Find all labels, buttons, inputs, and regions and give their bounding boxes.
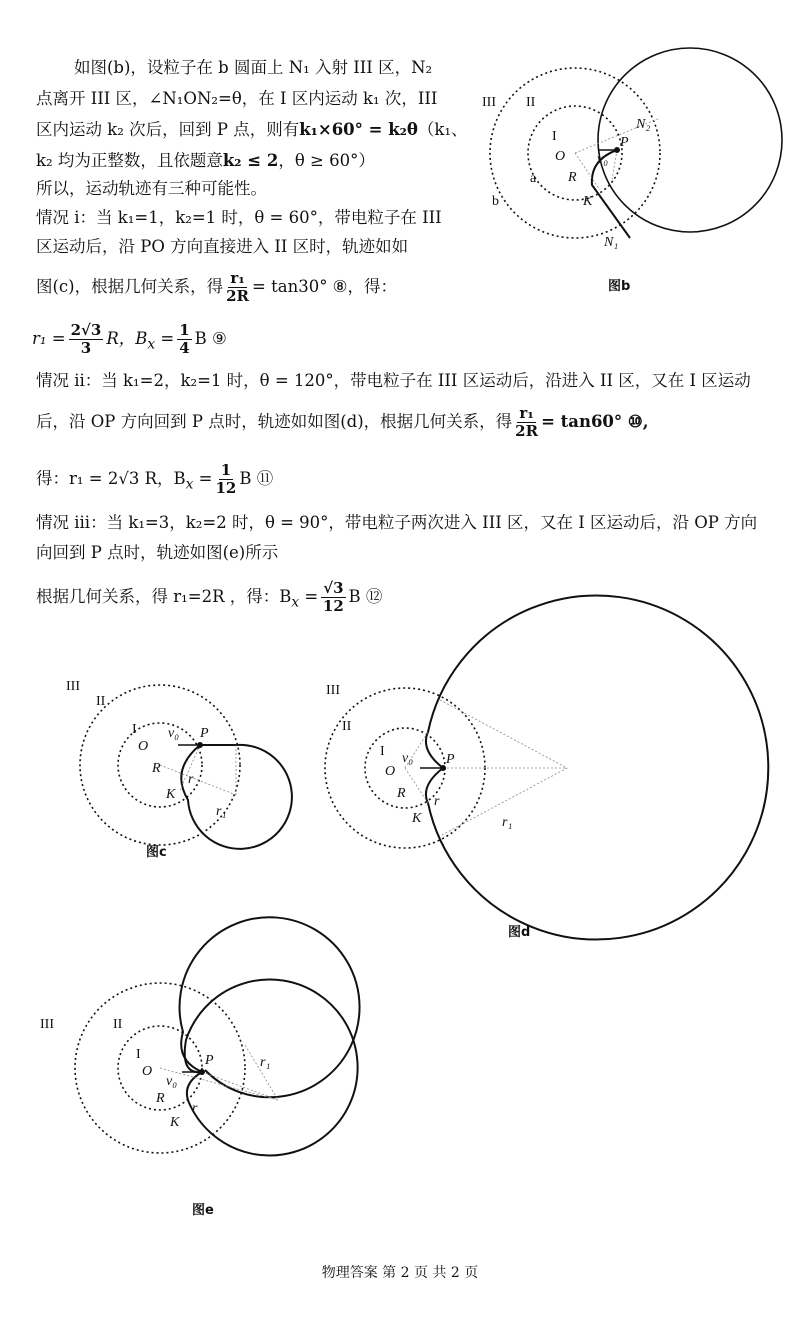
label: I	[380, 744, 385, 759]
label: r	[188, 772, 194, 787]
denominator: 12	[322, 597, 344, 615]
denominator: 2R	[226, 287, 250, 305]
numerator: 1	[220, 461, 232, 479]
label: K	[170, 1115, 180, 1130]
text-line: 向回到 P 点时，轨迹如图(e)所示	[36, 543, 279, 562]
figure-c	[66, 679, 292, 860]
label: R	[397, 786, 406, 801]
label: K	[412, 811, 422, 826]
label: I	[552, 129, 557, 144]
label: v₀	[168, 726, 180, 741]
label: N₁	[604, 235, 619, 250]
figure-b	[482, 48, 782, 294]
figure-caption: 图b	[608, 279, 631, 294]
text: ，θ ≥ 60°）	[278, 151, 375, 170]
denominator: 12	[215, 479, 237, 497]
label: P	[446, 752, 455, 767]
label: r	[434, 794, 440, 809]
numerator: 2√3	[70, 321, 102, 339]
label: P	[205, 1053, 214, 1068]
equation: k₂ ≤ 2	[222, 151, 279, 170]
denominator: 4	[179, 339, 190, 357]
text-line: 情况 iii：当 k₁=3，k₂=2 时，θ = 90°，带电粒子两次进入 III 区，又在 I 区运动后，沿 OP 方向	[36, 513, 758, 532]
label: v₀	[402, 751, 414, 766]
label: III	[482, 95, 496, 110]
text: = tan60° ⑩,	[541, 412, 649, 431]
text: 图(c)，根据几何关系，得	[36, 277, 224, 296]
figure-caption: 图e	[192, 1203, 214, 1218]
text: B ⑪	[239, 469, 274, 488]
label: III	[40, 1017, 54, 1032]
label: III	[326, 683, 340, 698]
subscript: x	[147, 336, 156, 353]
figure-caption: 图d	[508, 925, 531, 940]
label: II	[526, 95, 536, 110]
label: K	[166, 787, 176, 802]
text-line: 情况 ii：当 k₁=2，k₂=1 时，θ = 120°，带电粒子在 III 区运动后，沿进入 II 区，又在 I 区运动	[36, 371, 751, 390]
text: =	[155, 329, 175, 348]
text: 后，沿 OP 方向回到 P 点时，轨迹如如图(d)，根据几何关系，得	[36, 412, 513, 431]
text: k₂ 均为正整数，且依题意	[36, 151, 223, 170]
label: R	[568, 170, 577, 185]
label: II	[96, 694, 106, 709]
text: R，B	[106, 329, 148, 348]
label: N₂	[636, 117, 651, 132]
page-footer: 物理答案 第 2 页 共 2 页	[321, 1265, 479, 1281]
denominator: 2R	[515, 422, 539, 440]
text: r₁ =	[32, 329, 66, 348]
label: R	[152, 761, 161, 776]
numerator: r₁	[519, 404, 534, 422]
label: v₀	[166, 1074, 178, 1089]
label: r	[192, 1101, 198, 1116]
label: P	[200, 726, 209, 741]
label: I	[132, 722, 137, 737]
subscript: x	[291, 594, 300, 611]
label: b	[492, 194, 499, 209]
text: B ⑫	[348, 587, 383, 606]
text: =	[193, 469, 213, 488]
equation: k₁×60° = k₂θ	[299, 120, 418, 139]
figure-caption: 图c	[146, 845, 167, 860]
figure-e	[40, 917, 360, 1218]
label: r₁	[216, 804, 227, 819]
label: v₀	[597, 152, 609, 167]
subscript: x	[185, 476, 194, 493]
text: 根据几何关系，得 r₁=2R ，得：B	[36, 587, 292, 606]
label: O	[385, 764, 396, 779]
text: B ⑨	[194, 329, 227, 348]
label: O	[138, 739, 149, 754]
label: O	[555, 149, 566, 164]
label: III	[66, 679, 80, 694]
text: （k₁、	[417, 120, 468, 139]
label: K	[583, 194, 593, 209]
label: P	[620, 135, 629, 150]
label: I	[136, 1047, 141, 1062]
text-line: 所以，运动轨迹有三种可能性。	[36, 179, 267, 198]
label: a	[530, 171, 537, 186]
numerator: √3	[323, 579, 344, 597]
text: 得：r₁ = 2√3 R，B	[36, 469, 186, 488]
denominator: 3	[80, 339, 92, 357]
label: II	[113, 1017, 123, 1032]
label: R	[156, 1091, 165, 1106]
label: II	[342, 719, 352, 734]
numerator: r₁	[230, 269, 245, 287]
text: = tan30° ⑧，得：	[252, 277, 397, 296]
text-line: 如图(b)，设粒子在 b 圆面上 N₁ 入射 III 区，N₂	[74, 58, 433, 77]
text: =	[299, 587, 319, 606]
text-line: 情况 i：当 k₁=1，k₂=1 时，θ = 60°，带电粒子在 III	[36, 208, 442, 227]
text: 区内运动 k₂ 次后，回到 P 点，则有	[36, 120, 300, 139]
label: r₁	[502, 815, 513, 830]
label: r₁	[260, 1055, 271, 1070]
label: O	[142, 1064, 153, 1079]
text-line: 区运动后，沿 PO 方向直接进入 II 区时，轨迹如如	[36, 237, 409, 256]
figure-d	[322, 596, 768, 940]
text-line: 点离开 III 区，∠N₁ON₂=θ，在 I 区内运动 k₁ 次，III	[36, 89, 438, 108]
numerator: 1	[179, 321, 190, 339]
